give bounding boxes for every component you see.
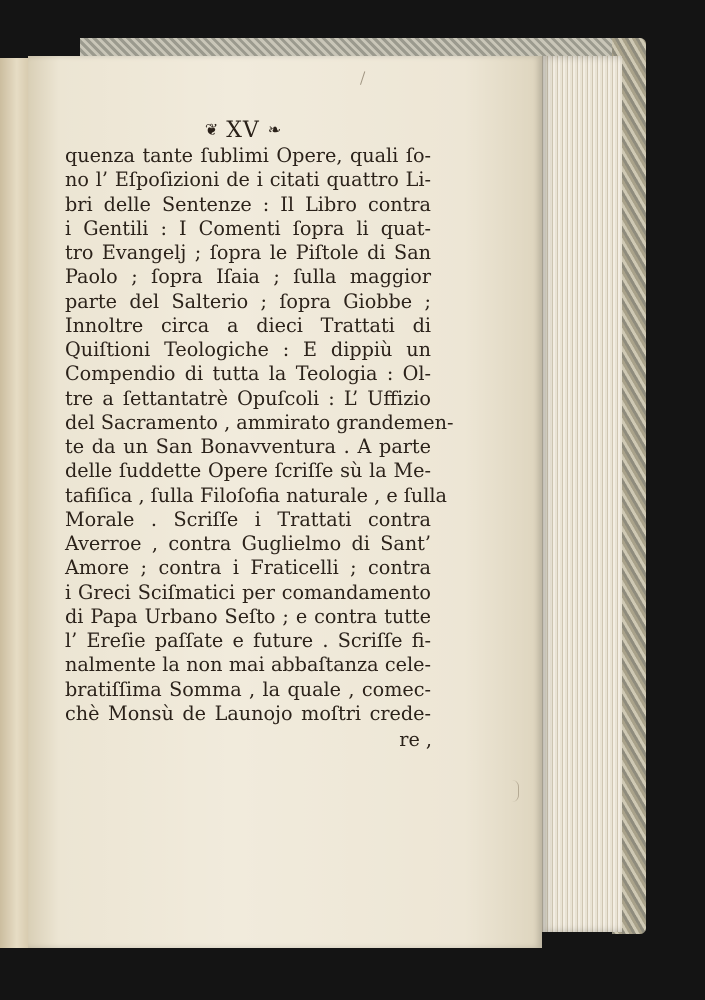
text-line: tafiſica , ſulla Filoſofia naturale , e ſulla xyxy=(65,483,447,507)
text-line: Compendio di tutta la Teologia : Ol- xyxy=(65,362,431,386)
text-line: Amore ; contra i Fraticelli ; contra xyxy=(65,556,431,580)
text-line: nalmente la non mai abbaſtanza cele- xyxy=(65,653,431,677)
text-line: Morale . Scriſſe i Trattati contra xyxy=(65,507,431,531)
facing-page-edge xyxy=(0,58,28,948)
ornament-left-icon: ❦ xyxy=(204,120,219,139)
text-line: Averroe , contra Guglielmo di Sant’ xyxy=(65,532,431,555)
page-number: XV xyxy=(226,117,260,143)
text-line: l’ Ereſie paſſate e future . Scriſſe fi- xyxy=(65,629,431,652)
text-line: Quiſtioni Teologiche : E dippiù un xyxy=(65,338,431,361)
text-line: parte del Salterio ; ſopra Giobbe ; xyxy=(65,289,431,313)
text-line: te da un San Bonavventura . A parte xyxy=(65,435,431,458)
text-line: tre a ſettantatrè Opuſcoli : L’ Uffizio xyxy=(65,386,431,410)
text-line: quenza tante ſublimi Opere, quali ſo- xyxy=(65,144,431,167)
text-line: Innoltre circa a dieci Trattati di xyxy=(65,313,431,337)
text-line: di Papa Urbano Seſto ; e contra tutte xyxy=(65,604,431,628)
text-line: chè Monsù de Launojo moſtri crede- xyxy=(65,701,431,725)
text-line: bri delle Sentenze : Il Libro contra xyxy=(65,192,431,216)
page-header xyxy=(168,116,318,144)
text-line: i Greci Sciſmatici per comandamento xyxy=(65,580,431,604)
text-line: i Gentili : I Comenti ſopra li quat- xyxy=(65,216,431,240)
text-line: Paolo ; ſopra Iſaia ; ſulla maggior xyxy=(65,265,431,289)
paper-crease xyxy=(512,780,519,802)
page-block-edges xyxy=(540,56,622,932)
catchword: re , xyxy=(399,728,432,751)
body-text xyxy=(65,144,454,726)
text-line: tro Evangelj ; ſopra le Piſtole di San xyxy=(65,241,431,264)
text-line: bratiſſima Somma , la quale , comec- xyxy=(65,677,431,701)
text-line: delle ſuddette Opere ſcriſſe sù la Me- xyxy=(65,459,431,483)
ornament-right-icon: ❧ xyxy=(267,120,282,139)
text-line: no l’ Eſpoſizioni de i citati quattro Li- xyxy=(65,168,431,192)
text-line: del Sacramento , ammirato grandemen- xyxy=(65,410,454,434)
